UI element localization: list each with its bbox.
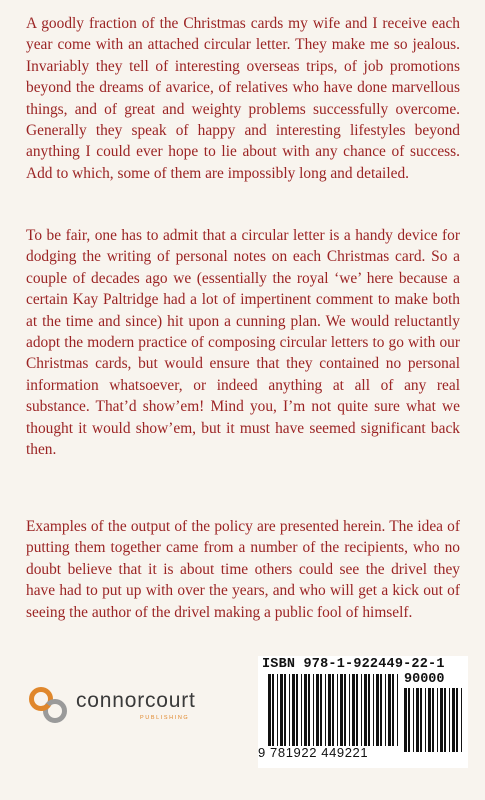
publisher-logo xyxy=(28,684,233,729)
price-code: 90000 xyxy=(404,672,445,687)
publisher-name: connorcourt xyxy=(76,689,196,712)
barcode-digits: 9 781922 449221 xyxy=(258,745,369,760)
isbn-barcode xyxy=(258,656,468,768)
paragraph-3: Examples of the output of the policy are presented herein. The idea of putting them together came from a number of the recipients, who no doubt believe that it is about time others could see the drivel they have had to put up with over the years, and who will get a kick out of seeing the author of the drivel making a public fool of himself. xyxy=(26,518,460,621)
isbn-text: ISBN 978-1-922449-22-1 xyxy=(262,657,445,672)
paragraph-1: A goodly fraction of the Christmas cards my wife and I receive each year come with an attached circular letter. They make me so jealous. Invariably they tell of interesting overseas trips, of job promotions beyond the dreams of avarice, of relatives who have done marvellous things, and of great and weighty problems successfully overcome. Generally they speak of happy and interesting lifestyles beyond anything I could ever hope to lie about with any chance of success. Add to which, some of them are impossibly long and detailed. xyxy=(26,15,460,182)
publisher-tagline: PUBLISHING xyxy=(140,715,190,721)
barcode-addon-bars xyxy=(404,688,462,752)
paragraph-2: To be fair, one has to admit that a circular letter is a handy device for dodging the writing of personal notes on each Christmas card. So a couple of decades ago we (essentially the royal ‘we’ here because a certain Kay Paltridge had a lot of impertinent comment to make both at the time and since) hit upon a cunning plan. We would reluctantly adopt the modern practice of composing circular letters to go with our Christmas cards, but would ensure that they contained no personal information whatsoever, or indeed anything at all of any real substance. That’d show’em! Mind you, I’m not quite sure what we thought it would show’em, but it must have seemed significant back then. xyxy=(26,227,460,459)
interlocking-rings-logo-icon xyxy=(28,684,72,726)
barcode-bars xyxy=(268,674,398,752)
